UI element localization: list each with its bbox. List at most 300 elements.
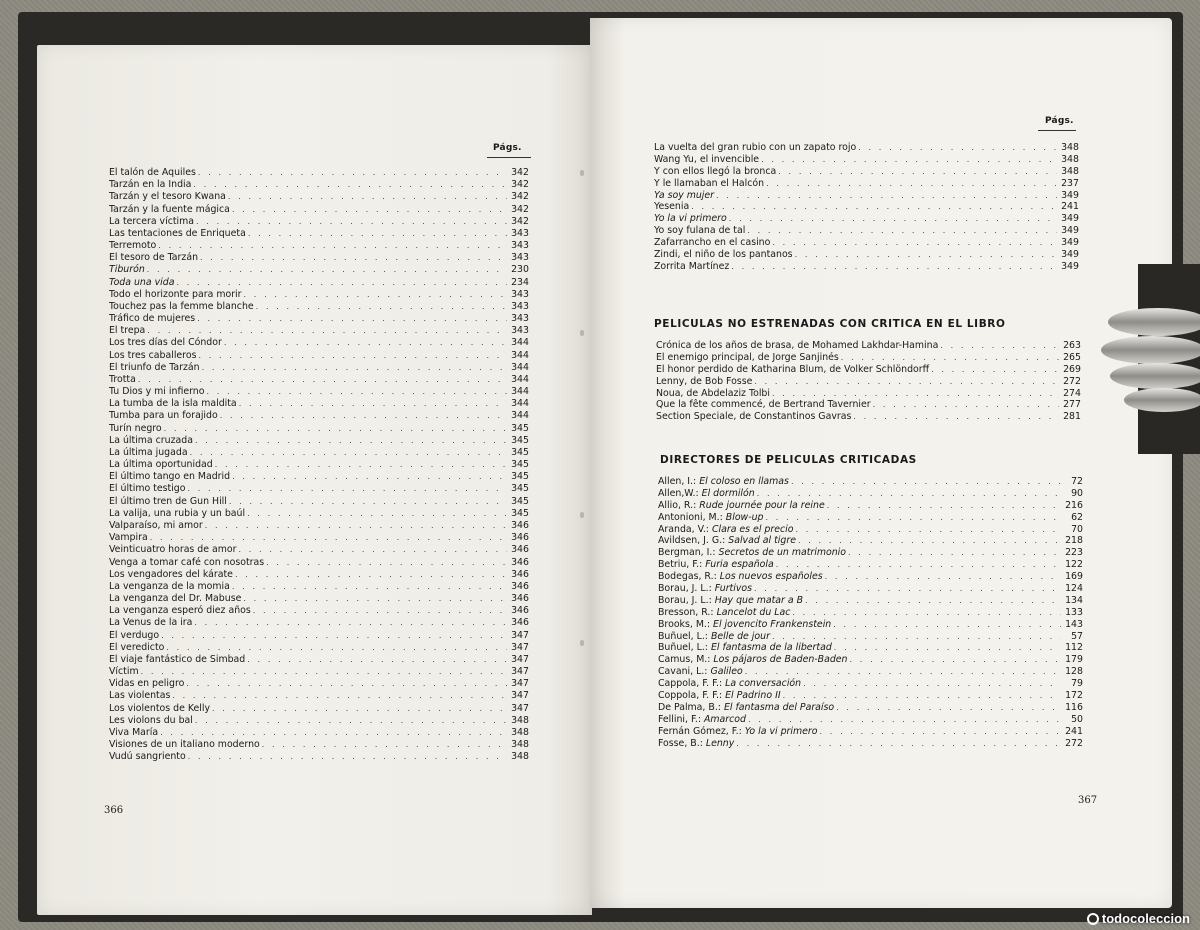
entry-title: Tu Dios y mi infierno (109, 386, 205, 398)
entry-page-number: 344 (511, 349, 529, 361)
entry-title: Yo soy fulana de tal (654, 225, 746, 237)
dot-leader (772, 237, 1057, 249)
entry-page-number: 348 (1061, 153, 1079, 165)
entry-title: Y con ellos llegó la bronca (654, 165, 777, 177)
entry-title: Veinticuatro horas de amor (109, 544, 237, 556)
entry-page-number: 277 (1063, 399, 1081, 411)
entry-page-number: 344 (511, 398, 529, 410)
entry-title: Víctim (109, 666, 139, 678)
entry-page-number: 345 (511, 434, 529, 446)
entry-title: Lenny, de Bob Fosse (656, 375, 753, 387)
index-entry (654, 154, 1079, 166)
entry-page-number: 72 (1071, 476, 1083, 487)
dot-leader (748, 714, 1061, 726)
dot-leader (778, 166, 1057, 178)
entry-title: El tesoro de Tarzán (109, 252, 199, 264)
entry-page-number: 346 (511, 568, 529, 580)
index-entry (109, 167, 529, 179)
index-entry (654, 261, 1079, 273)
index-entry (109, 581, 529, 593)
index-entry (656, 411, 1081, 423)
index-entry (658, 642, 1083, 654)
dot-leader (820, 726, 1061, 738)
dot-leader (716, 190, 1057, 202)
entry-title: El triunfo de Tarzán (109, 361, 200, 373)
entry-page-number: 241 (1065, 725, 1083, 737)
dot-leader (200, 252, 507, 264)
entry-page-number: 348 (511, 739, 529, 751)
index-entry (656, 388, 1081, 400)
index-entry (658, 571, 1083, 583)
director-name: Fellini, F.: (658, 713, 701, 725)
entry-title: El último tren de Gun Hill (109, 495, 227, 507)
entry-page-number: 116 (1065, 701, 1083, 713)
index-entry (109, 642, 529, 654)
dot-leader (224, 337, 507, 349)
entry-title: Y le llamaban el Halcón (654, 177, 765, 189)
index-entry (109, 678, 529, 690)
entry-title: Vidas en peligro (109, 678, 185, 690)
entry-page-number: 348 (1061, 165, 1079, 177)
entry-page-number: 345 (511, 446, 529, 458)
entry-page-number: 344 (511, 337, 529, 349)
entry-title: Los tres días del Cóndor (109, 337, 222, 349)
index-entry (658, 666, 1083, 678)
section-title-directores: DIRECTORES DE PELICULAS CRITICADAS (660, 454, 917, 466)
index-entry (109, 374, 529, 386)
index-entry (109, 569, 529, 581)
dot-leader (138, 374, 507, 386)
entry-page-number: 272 (1063, 375, 1081, 387)
dot-leader (873, 399, 1059, 411)
entry-title: Viva María (109, 726, 159, 738)
right-page-number: 367 (1078, 795, 1098, 806)
dot-leader (834, 642, 1061, 654)
index-entry (658, 535, 1083, 547)
entry-page-number: 349 (1061, 249, 1079, 261)
dot-leader (825, 571, 1061, 583)
dot-leader (803, 678, 1061, 690)
index-entry (658, 738, 1083, 750)
entry-page-number: 344 (511, 373, 529, 385)
dot-leader (205, 520, 507, 532)
entry-title: Zorrita Martínez (654, 260, 730, 272)
entry-title: Secretos de un matrimonio (718, 547, 847, 559)
index-entry (658, 559, 1083, 571)
entry-title: Les violons du bal (109, 714, 193, 726)
index-entry (109, 690, 529, 702)
dot-leader (247, 508, 507, 520)
entry-title: El verdugo (109, 629, 160, 641)
index-entry (656, 399, 1081, 411)
dot-leader (731, 261, 1057, 273)
right-pags-header: Págs. (1045, 116, 1074, 126)
index-entry (654, 213, 1079, 225)
entry-page-number: 346 (511, 617, 529, 629)
entry-title: Los tres caballeros (109, 349, 197, 361)
dot-leader (798, 535, 1061, 547)
dot-leader (841, 352, 1059, 364)
entry-title: Lenny (705, 737, 735, 749)
index-entry (109, 751, 529, 763)
index-entry (658, 524, 1083, 536)
dot-leader (766, 178, 1057, 190)
dot-leader (827, 500, 1061, 512)
entry-title: Turín negro (109, 422, 162, 434)
index-entry (658, 500, 1083, 512)
index-entry (109, 301, 529, 313)
entry-title: Valparaíso, mi amor (109, 519, 203, 531)
entry-page-number: 344 (511, 410, 529, 422)
index-entry (109, 471, 529, 483)
index-entry (658, 512, 1083, 524)
dot-leader (228, 191, 507, 203)
director-name: Fosse, B.: (658, 737, 703, 749)
director-name: Cappola, F. F.: (658, 678, 723, 690)
entry-page-number: 269 (1063, 363, 1081, 375)
entry-title: El último tango en Madrid (109, 471, 231, 483)
entry-title: Todo el horizonte para morir (109, 288, 242, 300)
index-entry (109, 727, 529, 739)
watermark-text: todocoleccion (1101, 911, 1190, 926)
entry-title: Yesenia (654, 201, 690, 213)
dot-leader (833, 619, 1061, 631)
index-entry (109, 350, 529, 362)
index-entry (109, 313, 529, 325)
dot-leader (931, 364, 1059, 376)
dot-leader (172, 690, 507, 702)
index-entry (109, 520, 529, 532)
dot-leader (202, 362, 507, 374)
entry-title: El fantasma del Paraíso (723, 701, 835, 713)
entry-title: Tarzán en la India (109, 179, 192, 191)
entry-title: La valija, una rubia y un baúl (109, 507, 246, 519)
entry-title: Tráfico de mujeres (109, 313, 196, 325)
right-header-rule (1038, 130, 1076, 131)
dot-leader (161, 630, 507, 642)
entry-title: Salvad al tigre (728, 535, 796, 547)
entry-page-number: 143 (1065, 618, 1083, 630)
entry-page-number: 343 (511, 313, 529, 325)
director-name: Allio, R.: (658, 499, 697, 511)
entry-page-number: 234 (511, 276, 529, 288)
entry-page-number: 349 (1061, 213, 1079, 225)
entry-title: Visiones de un italiano moderno (109, 739, 260, 751)
entry-title: Rude journée pour la reine (699, 499, 825, 511)
entry-title: El Padrino II (725, 690, 781, 702)
binding-stitch (580, 330, 584, 336)
director-name: Antonioni, M.: (658, 511, 723, 523)
entry-title: La vuelta del gran rubio con un zapato rojo (654, 142, 857, 153)
index-entry (109, 423, 529, 435)
index-entry (658, 714, 1083, 726)
dot-leader (195, 435, 507, 447)
dot-leader (239, 398, 507, 410)
left-header-rule (487, 157, 531, 158)
index-entry (109, 240, 529, 252)
entry-title: El dormilón (701, 487, 755, 499)
dot-leader (691, 201, 1057, 213)
index-entry (658, 476, 1083, 488)
entry-title: La conversación (725, 678, 802, 690)
entry-title: Ya soy mujer (654, 189, 715, 201)
left-page (37, 45, 592, 915)
entry-page-number: 179 (1065, 654, 1083, 666)
director-name: Allen,W.: (658, 487, 699, 499)
entry-title: Las tentaciones de Enriqueta (109, 227, 246, 239)
entry-title: Belle de jour (710, 630, 770, 642)
entry-page-number: 274 (1063, 387, 1081, 399)
section-title-no-estrenadas: PELICULAS NO ESTRENADAS CON CRITICA EN EL LIBRO (654, 318, 1006, 330)
entry-page-number: 348 (511, 714, 529, 726)
director-name: Borau, J. L.: (658, 594, 712, 606)
dot-leader (747, 225, 1057, 237)
index-entry (656, 376, 1081, 388)
entry-page-number: 223 (1065, 547, 1083, 559)
entry-page-number: 62 (1071, 511, 1083, 523)
index-entry (658, 654, 1083, 666)
entry-title: Tarzán y la fuente mágica (109, 203, 230, 215)
entry-page-number: 344 (511, 361, 529, 373)
entry-page-number: 263 (1063, 340, 1081, 351)
director-name: Aranda, V.: (658, 523, 709, 535)
index-entry (109, 204, 529, 216)
entry-page-number: 57 (1071, 630, 1083, 642)
entry-title: El trepa (109, 325, 146, 337)
dot-leader (232, 581, 507, 593)
entry-title: El coloso en llamas (699, 476, 789, 487)
entry-page-number: 344 (511, 386, 529, 398)
dot-leader (244, 289, 507, 301)
dot-leader (795, 524, 1061, 536)
index-entry (656, 364, 1081, 376)
entry-page-number: 343 (511, 227, 529, 239)
dot-leader (766, 512, 1062, 524)
index-entry (109, 362, 529, 374)
entry-title: El jovencito Frankenstein (713, 618, 832, 630)
entry-title: Los vengadores del kárate (109, 568, 233, 580)
entry-page-number: 343 (511, 240, 529, 252)
dot-leader (795, 249, 1057, 261)
entry-title: Yo la vi primero (654, 213, 727, 225)
entry-title: El viaje fantástico de Simbad (109, 653, 246, 665)
entry-page-number: 345 (511, 422, 529, 434)
director-name: Buñuel, L.: (658, 630, 708, 642)
entry-title: Vampira (109, 532, 148, 544)
entry-page-number: 90 (1071, 487, 1083, 499)
dot-leader (745, 666, 1061, 678)
entry-page-number: 345 (511, 471, 529, 483)
index-entry (109, 216, 529, 228)
dot-leader (754, 376, 1059, 388)
director-name: Buñuel, L.: (658, 642, 708, 654)
index-entry (658, 678, 1083, 690)
entry-page-number: 347 (511, 690, 529, 702)
entry-page-number: 348 (1061, 142, 1079, 153)
entry-title: Noua, de Abdelaziz Tolbi (656, 387, 770, 399)
index-entry (109, 398, 529, 410)
index-entry (654, 166, 1079, 178)
director-name: Cavani, L.: (658, 666, 708, 678)
entry-page-number: 343 (511, 325, 529, 337)
entry-title: Venga a tomar café con nosotras (109, 556, 265, 568)
dot-leader (262, 739, 507, 751)
entry-title: Los pájaros de Baden-Baden (713, 654, 848, 666)
index-entry (109, 593, 529, 605)
entry-page-number: 347 (511, 641, 529, 653)
index-entry (654, 237, 1079, 249)
entry-title: Zafarrancho en el casino (654, 237, 771, 249)
entry-page-number: 342 (511, 215, 529, 227)
index-entry (109, 179, 529, 191)
director-name: De Palma, B.: (658, 701, 721, 713)
index-entry (109, 264, 529, 276)
entry-page-number: 349 (1061, 189, 1079, 201)
index-entry (654, 225, 1079, 237)
entry-page-number: 346 (511, 519, 529, 531)
dot-leader (229, 496, 507, 508)
entry-title: Hay que matar a B (714, 594, 804, 606)
entry-page-number: 345 (511, 483, 529, 495)
index-entry (654, 249, 1079, 261)
dot-leader (196, 216, 507, 228)
index-entry (109, 739, 529, 751)
dot-leader (792, 607, 1061, 619)
index-entry (658, 619, 1083, 631)
dot-leader (188, 751, 507, 763)
entry-title: La Venus de la ira (109, 617, 193, 629)
entry-title: Tarzán y el tesoro Kwana (109, 191, 226, 203)
index-entry (109, 228, 529, 240)
right-page (590, 18, 1172, 908)
dot-leader (197, 313, 507, 325)
index-entry (109, 410, 529, 422)
directores-list (658, 476, 1083, 749)
watermark-logo-icon (1087, 913, 1099, 925)
dot-leader (736, 738, 1061, 750)
dot-leader (215, 459, 507, 471)
dot-leader (850, 654, 1061, 666)
dot-leader (232, 471, 507, 483)
entry-title: Tiburón (109, 264, 145, 276)
entry-page-number: 347 (511, 666, 529, 678)
director-name: Bergman, I.: (658, 547, 716, 559)
entry-page-number: 342 (511, 203, 529, 215)
entry-title: Trotta (109, 373, 136, 385)
entry-page-number: 79 (1071, 678, 1083, 690)
left-pags-header: Págs. (493, 143, 522, 153)
dot-leader (266, 557, 507, 569)
index-entry (654, 201, 1079, 213)
index-entry (658, 488, 1083, 500)
dot-leader (220, 410, 507, 422)
entry-title: El último testigo (109, 483, 186, 495)
entry-title: Las violentas (109, 690, 171, 702)
entry-page-number: 347 (511, 629, 529, 641)
index-entry (109, 386, 529, 398)
dot-leader (158, 240, 507, 252)
index-entry (109, 435, 529, 447)
dot-leader (256, 301, 507, 313)
dot-leader (164, 423, 507, 435)
director-name: Fernán Gómez, F.: (658, 725, 742, 737)
entry-title: Toda una vida (109, 276, 175, 288)
index-entry (109, 544, 529, 556)
index-entry (109, 654, 529, 666)
dot-leader (757, 488, 1061, 500)
dot-leader (150, 532, 507, 544)
entry-page-number: 50 (1071, 713, 1083, 725)
binding-stitch (580, 170, 584, 176)
dot-leader (761, 154, 1057, 166)
entry-title: Clara es el precio (711, 523, 794, 535)
entry-title: Section Speciale, de Constantinos Gavras (656, 411, 852, 423)
left-page-number: 366 (104, 805, 124, 816)
dot-leader (805, 595, 1061, 607)
entry-page-number: 124 (1065, 583, 1083, 595)
index-entry (109, 617, 529, 629)
entry-page-number: 241 (1061, 201, 1079, 213)
dot-leader (190, 447, 507, 459)
dot-leader (176, 277, 507, 289)
entry-page-number: 345 (511, 495, 529, 507)
entry-title: Furia española (705, 559, 774, 571)
index-entry (109, 532, 529, 544)
entry-title: La tumba de la isla maldita (109, 398, 237, 410)
entry-page-number: 348 (511, 751, 529, 763)
entry-title: La venganza del Dr. Mabuse (109, 593, 242, 605)
index-entry (109, 191, 529, 203)
index-entry (656, 352, 1081, 364)
dot-leader (836, 702, 1061, 714)
dot-leader (247, 654, 507, 666)
dot-leader (147, 325, 507, 337)
index-entry (109, 630, 529, 642)
entry-page-number: 112 (1065, 642, 1083, 654)
index-entry (109, 557, 529, 569)
entry-title: La venganza de la momia (109, 580, 230, 592)
index-entry (109, 325, 529, 337)
entry-page-number: 70 (1071, 523, 1083, 535)
entry-page-number: 349 (1061, 225, 1079, 237)
entry-title: El talón de Aquiles (109, 167, 196, 178)
dot-leader (772, 388, 1059, 400)
index-entry (658, 631, 1083, 643)
dot-leader (772, 631, 1061, 643)
entry-page-number: 272 (1065, 737, 1083, 749)
entry-page-number: 349 (1061, 260, 1079, 272)
entry-page-number: 342 (511, 167, 529, 178)
binding-stitch (580, 640, 584, 646)
dot-leader (940, 340, 1059, 352)
entry-title: El enemigo principal, de Jorge Sanjinés (656, 351, 839, 363)
entry-page-number: 346 (511, 605, 529, 617)
dot-leader (848, 547, 1061, 559)
dot-leader (193, 179, 507, 191)
dot-leader (160, 727, 507, 739)
entry-title: Los nuevos españoles (719, 571, 823, 583)
dot-leader (198, 167, 507, 179)
index-entry (654, 142, 1079, 154)
index-entry (658, 702, 1083, 714)
entry-title: El veredicto (109, 641, 165, 653)
entry-page-number: 343 (511, 300, 529, 312)
entry-page-number: 237 (1061, 177, 1079, 189)
entry-page-number: 128 (1065, 666, 1083, 678)
entry-title: La última cruzada (109, 434, 193, 446)
dot-leader (243, 593, 507, 605)
index-entry (658, 690, 1083, 702)
